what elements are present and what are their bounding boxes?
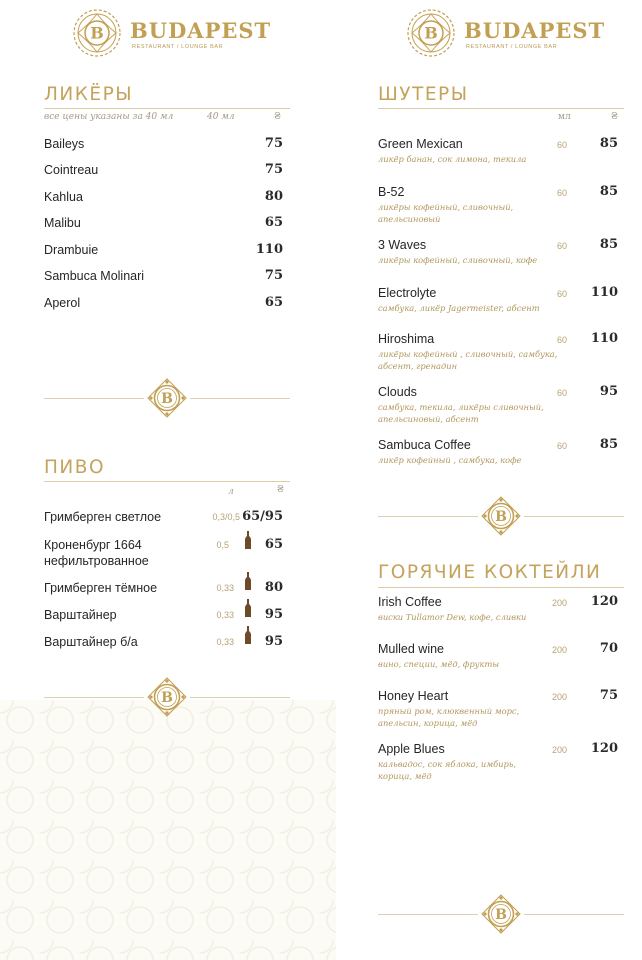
item-name: Clouds — [378, 385, 417, 399]
item-price: 65 — [264, 215, 283, 230]
section-divider — [378, 894, 624, 934]
item-price: 80 — [264, 580, 283, 595]
brand-subtitle: RESTAURANT / LOUNGE BAR — [132, 44, 224, 50]
item-name: Mulled wine — [378, 642, 445, 656]
section-divider — [378, 496, 624, 536]
item-price: 75 — [264, 162, 283, 177]
item-price: 80 — [264, 189, 283, 204]
item-price: 85 — [599, 136, 618, 151]
section-rule — [378, 587, 624, 588]
item-name: Aperol — [44, 296, 81, 310]
item-price: 120 — [590, 741, 618, 756]
item-price: 95 — [599, 384, 618, 399]
item-name: Green Mexican — [378, 137, 463, 151]
item-name: Sambuca Molinari — [44, 269, 145, 283]
volume-header: л — [228, 487, 234, 497]
item-volume: 60 — [556, 388, 567, 398]
item-description: ликёры кофейный, сливочный, кофе — [378, 255, 538, 265]
currency-header: ₴ — [274, 112, 282, 122]
right-page — [336, 0, 642, 960]
item-name: Apple Blues — [378, 742, 445, 756]
item-name: Drambuie — [44, 243, 99, 257]
item-volume: 60 — [556, 335, 567, 345]
bottle-icon — [245, 572, 251, 590]
item-name: Hiroshima — [378, 332, 435, 346]
item-description: самбука, ликёр Jagermeister, абсент — [378, 303, 540, 313]
item-price: 65 — [264, 295, 283, 310]
price-note: все цены указаны за 40 мл — [44, 112, 174, 122]
item-name: Kahlua — [44, 190, 83, 204]
item-description: ликёры кофейный , сливочный, самбука, абсент, гренадин — [378, 349, 558, 371]
item-price: 110 — [255, 242, 283, 257]
item-volume: 60 — [556, 241, 567, 251]
bottle-icon — [245, 599, 251, 617]
item-description: самбука, текила, ликёры сливочный, апельсиновый, абсент — [378, 402, 544, 424]
item-price: 75 — [599, 688, 618, 703]
item-description: пряный ром, клюквенный морс, апельсин, корица, мёд — [378, 706, 520, 728]
item-name: Cointreau — [44, 163, 99, 177]
item-price: 85 — [599, 237, 618, 252]
logo-emblem-icon — [72, 8, 122, 58]
item-price: 65/95 — [242, 509, 283, 524]
item-name: Baileys — [44, 137, 85, 151]
section-divider — [44, 378, 290, 418]
item-name: Варштайнер б/а — [44, 635, 138, 649]
item-name: Варштайнер — [44, 608, 117, 622]
item-description: ликёры кофейный, сливочный, апельсиновый — [378, 202, 514, 224]
brand-name: BUDAPEST — [464, 18, 606, 43]
item-volume: 200 — [551, 692, 567, 702]
item-price: 75 — [264, 136, 283, 151]
section-rule — [44, 108, 290, 109]
item-name: Irish Coffee — [378, 595, 442, 609]
item-description: виски Tullamor Dew, кофе, сливки — [378, 612, 527, 622]
item-price: 65 — [264, 537, 283, 552]
volume-header: мл — [558, 112, 571, 122]
item-name: Electrolyte — [378, 286, 437, 300]
item-name: Гримберген светлое — [44, 510, 162, 524]
item-price: 70 — [599, 641, 618, 656]
section-title-shooters: ШУТЕРЫ — [378, 84, 469, 105]
item-name: 3 Waves — [378, 238, 427, 252]
item-name: Гримберген тёмное — [44, 581, 158, 595]
item-volume: 200 — [551, 598, 567, 608]
item-volume: 0,33 — [216, 583, 234, 593]
section-rule — [378, 108, 624, 109]
item-name: Кроненбург 1664 нефильтрованное — [44, 538, 149, 568]
item-volume: 0,5 — [216, 540, 229, 550]
item-volume: 60 — [556, 140, 567, 150]
b-emblem-icon — [481, 894, 521, 934]
item-name: Malibu — [44, 216, 81, 230]
logo-emblem-icon — [406, 8, 456, 58]
item-price: 75 — [264, 268, 283, 283]
item-price: 85 — [599, 184, 618, 199]
section-title-liqueurs: ЛИКЁРЫ — [44, 84, 134, 105]
item-description: кальвадос, сок яблока, имбирь, корица, мёд — [378, 759, 516, 781]
b-emblem-icon — [147, 378, 187, 418]
currency-header: ₴ — [611, 112, 619, 122]
item-price: 110 — [590, 285, 618, 300]
item-volume: 200 — [551, 645, 567, 655]
b-emblem-icon — [481, 496, 521, 536]
item-name: Sambuca Coffee — [378, 438, 471, 452]
section-rule — [44, 481, 290, 482]
item-price: 95 — [264, 607, 283, 622]
b-emblem-icon — [147, 677, 187, 717]
item-description: вино, специи, мёд, фрукты — [378, 659, 500, 669]
item-volume: 60 — [556, 188, 567, 198]
item-name: Honey Heart — [378, 689, 449, 703]
item-description: ликёр кофейный , самбука, кофе — [378, 455, 522, 465]
item-name: B-52 — [378, 185, 405, 199]
bottle-icon — [245, 626, 251, 644]
item-volume: 60 — [556, 441, 567, 451]
item-price: 110 — [590, 331, 618, 346]
section-title-beer: ПИВО — [44, 457, 106, 478]
item-price: 85 — [599, 437, 618, 452]
item-volume: 0,33 — [216, 637, 234, 647]
item-volume: 0,33 — [216, 610, 234, 620]
currency-header: ₴ — [277, 485, 285, 495]
item-price: 95 — [264, 634, 283, 649]
item-description: ликёр банан, сок лимона, текила — [378, 154, 527, 164]
item-price: 120 — [590, 594, 618, 609]
volume-header: 40 мл — [207, 112, 235, 122]
brand-subtitle: RESTAURANT / LOUNGE BAR — [466, 44, 558, 50]
brand-name: BUDAPEST — [130, 18, 272, 43]
section-title-hot-cocktails: ГОРЯЧИЕ КОКТЕЙЛИ — [378, 562, 602, 583]
section-divider — [44, 677, 290, 717]
item-volume: 0,3/0,5 — [212, 512, 240, 522]
item-volume: 60 — [556, 289, 567, 299]
bottle-icon — [245, 531, 251, 549]
item-volume: 200 — [551, 745, 567, 755]
